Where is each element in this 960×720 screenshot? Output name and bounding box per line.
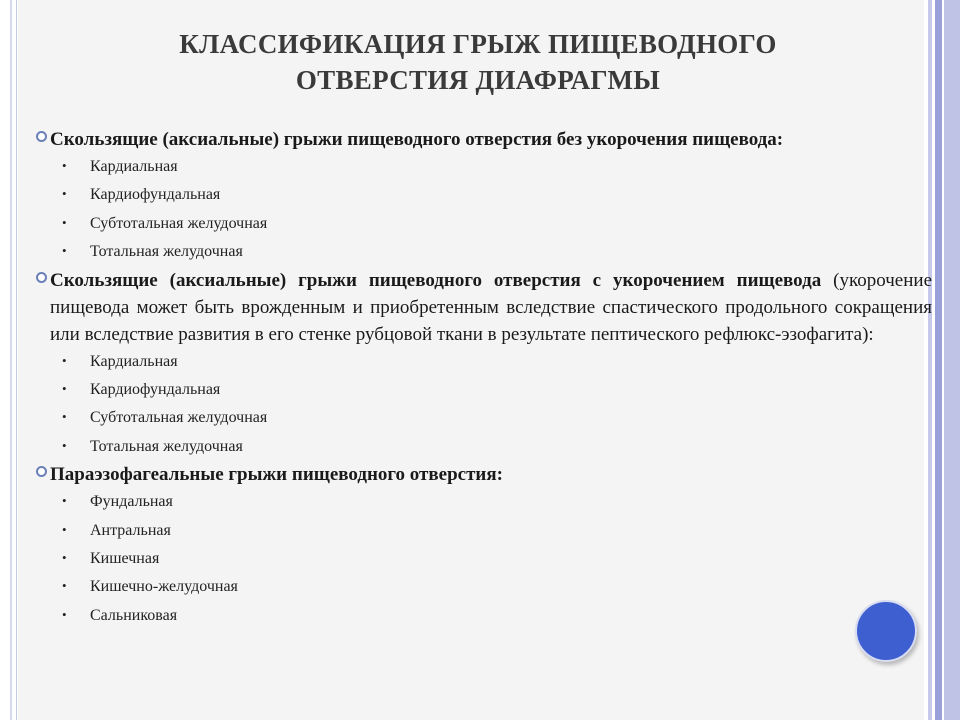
section-heading-bold: Скользящие (аксиальные) грыжи пищеводного отверстия с укорочением пищевода: [50, 269, 822, 291]
list-item: [50, 433, 934, 461]
bullet-dot-icon: •: [62, 578, 67, 594]
list-item-label: Тотальная желудочная: [90, 243, 243, 261]
list-item-label: Антральная: [90, 521, 171, 539]
list-item: [50, 573, 934, 601]
section-heading-bold: Скользящие (аксиальные) грыжи пищеводного отверстия без укорочения пищевода:: [50, 129, 784, 150]
content-panel: [18, 0, 933, 720]
bullet-dot-icon: •: [62, 550, 67, 566]
bullet-dot-icon: •: [62, 606, 67, 622]
section-bullet-icon: [36, 466, 47, 477]
title-line-1: КЛАССИФИКАЦИЯ ГРЫЖ ПИЩЕВОДНОГО: [179, 29, 777, 59]
bullet-dot-icon: •: [62, 409, 67, 425]
list-item: [50, 181, 934, 209]
list-item: [50, 153, 934, 181]
decorative-blue-circle: [855, 600, 917, 662]
list-item-label: Кишечная: [90, 550, 160, 568]
list-item-label: Тотальная желудочная: [90, 437, 243, 455]
list-item: [50, 488, 934, 516]
section-heading: [50, 126, 932, 153]
slide-title: [58, 26, 898, 98]
left-border-line: [10, 0, 12, 720]
left-border-line-inner: [16, 0, 17, 720]
list-item-label: Кардиофундальная: [90, 381, 221, 399]
list-item: [50, 602, 934, 630]
bullet-dot-icon: •: [62, 214, 67, 230]
bullet-dot-icon: •: [62, 521, 67, 537]
section-sliding-with-shortening: [36, 267, 934, 462]
bullet-dot-icon: •: [62, 381, 67, 397]
list-item: [50, 376, 934, 404]
list-item-label: Сальниковая: [90, 606, 178, 624]
list-item: [50, 348, 934, 376]
list-item: [50, 545, 934, 573]
list-item-label: Фундальная: [90, 493, 173, 511]
section-heading: [50, 267, 932, 348]
bullet-dot-icon: •: [62, 352, 67, 368]
section-bullet-icon: [36, 131, 47, 142]
section-paraesophageal: [36, 461, 934, 630]
list-item-label: Кардиофундальная: [90, 186, 221, 204]
sub-list: [50, 153, 934, 267]
list-item: [50, 238, 934, 266]
classification-list: [36, 126, 934, 630]
section-heading-plain: (укорочение пищевода может быть врожденным и приобретенным вследствие спастического продольного сокращения или вследствие развития в его стенке рубцовой ткани в результате пептического рефлюкс-эзофагита):: [50, 269, 933, 345]
list-item-label: Кишечно-желудочная: [90, 578, 238, 596]
list-item-label: Кардиальная: [90, 352, 178, 370]
section-bullet-icon: [36, 272, 47, 283]
section-heading: [50, 461, 932, 488]
bullet-dot-icon: •: [62, 186, 67, 202]
list-item-label: Кардиальная: [90, 158, 178, 175]
bullet-dot-icon: •: [62, 437, 67, 453]
bullet-dot-icon: •: [62, 243, 67, 259]
sub-list: [50, 488, 934, 630]
section-sliding-without-shortening: [36, 126, 934, 267]
list-item: [50, 404, 934, 432]
list-item-label: Субтотальная желудочная: [90, 409, 268, 427]
list-item: [50, 517, 934, 545]
bullet-dot-icon: •: [62, 158, 67, 173]
bullet-dot-icon: •: [62, 493, 67, 509]
list-item: [50, 210, 934, 238]
section-heading-bold: Параэзофагеальные грыжи пищеводного отверстия:: [50, 464, 503, 486]
title-line-2: ОТВЕРСТИЯ ДИАФРАГМЫ: [295, 65, 661, 95]
list-item-label: Субтотальная желудочная: [90, 214, 268, 232]
sub-list: [50, 348, 934, 462]
